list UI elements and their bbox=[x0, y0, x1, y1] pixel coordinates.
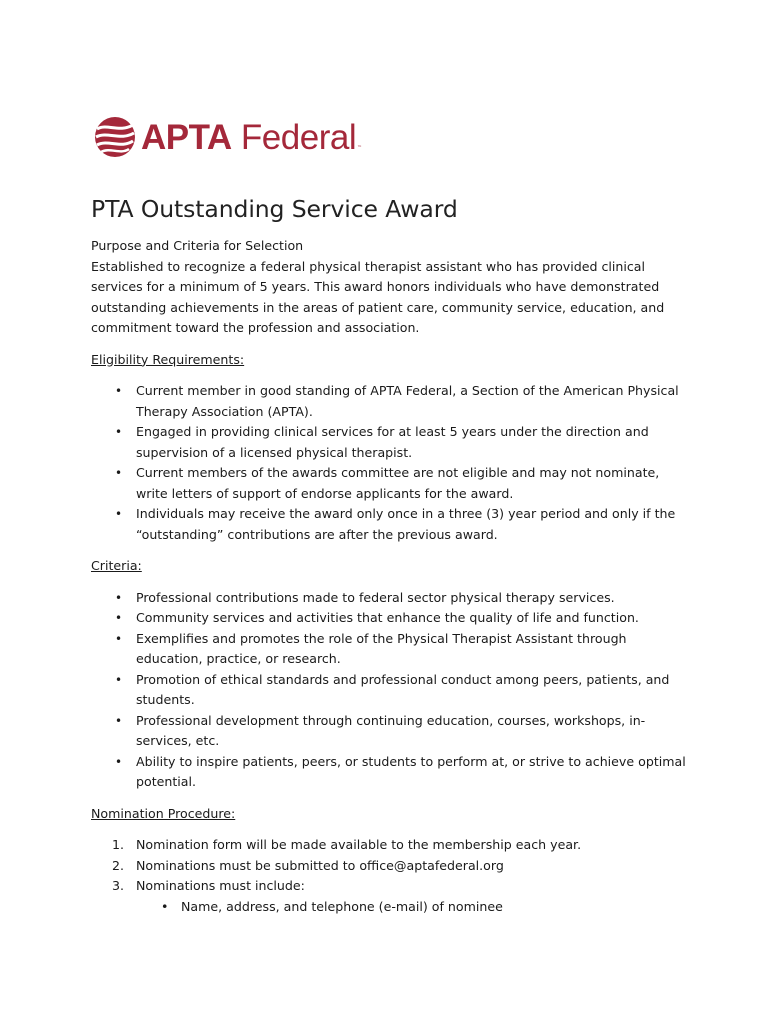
apta-federal-logo bbox=[93, 115, 362, 159]
bullet-icon: • bbox=[115, 754, 123, 769]
logo-brand-bold: APTA bbox=[141, 117, 232, 157]
bullet-icon: • bbox=[115, 713, 123, 728]
bullet-icon: • bbox=[115, 384, 123, 398]
nomination-list bbox=[91, 835, 691, 897]
bullet-icon: • bbox=[115, 466, 123, 480]
logo-brand-regular: Federal bbox=[240, 117, 357, 157]
list-item: • Exemplifies and promotes the role of the Physical Therapist Assistant through education, practice, or research. bbox=[115, 630, 627, 666]
nomination-sub-list bbox=[91, 897, 691, 918]
document-body bbox=[91, 193, 691, 917]
logo-wordmark bbox=[141, 117, 357, 157]
bullet-icon: • bbox=[115, 672, 123, 687]
item-number: 2. bbox=[112, 857, 125, 873]
bullet-icon: • bbox=[115, 425, 123, 439]
eligibility-list bbox=[91, 381, 691, 545]
list-item: 3. Nominations must include: bbox=[91, 876, 691, 897]
item-number: 3. bbox=[112, 878, 125, 893]
criteria-list bbox=[91, 588, 691, 793]
list-item: • Professional development through continuing education, courses, workshops, in-services, etc. bbox=[115, 712, 646, 748]
logo-trademark: ™ bbox=[357, 145, 363, 151]
bullet-icon: • bbox=[115, 507, 123, 521]
nomination-heading: Nomination Procedure: bbox=[91, 805, 236, 821]
list-item: • Promotion of ethical standards and professional conduct among peers, patients, and students. bbox=[115, 671, 670, 707]
item-number: 1. bbox=[112, 837, 125, 852]
eligibility-heading: Eligibility Requirements: bbox=[91, 351, 245, 367]
bullet-icon: • bbox=[115, 611, 123, 625]
page-title: PTA Outstanding Service Award bbox=[91, 195, 458, 223]
purpose-text: Established to recognize a federal physical therapist assistant who has provided clinical services for a minimum of 5 years. This award honors individuals who have demonstrated outstanding achievements in the areas of patient care, community service, education, and commitment toward the profession and association. bbox=[91, 258, 665, 335]
bullet-icon: • bbox=[115, 631, 123, 646]
list-item: • Individuals may receive the award only once in a three (3) year period and only if the “outstanding” contributions are after the previous award. bbox=[115, 506, 676, 542]
criteria-heading: Criteria: bbox=[91, 558, 142, 573]
list-item: 2. Nominations must be submitted to office@aptafederal.org bbox=[91, 856, 691, 877]
apta-swoosh-icon bbox=[93, 115, 137, 159]
purpose-heading: Purpose and Criteria for Selection bbox=[91, 238, 304, 253]
bullet-icon: • bbox=[115, 590, 123, 605]
bullet-icon: • bbox=[161, 898, 169, 914]
list-item: • Current member in good standing of APTA Federal, a Section of the American Physical Therapy Association (APTA). bbox=[115, 383, 679, 419]
list-item: 1. Nomination form will be made available to the membership each year. bbox=[91, 835, 691, 856]
list-item: • Engaged in providing clinical services for at least 5 years under the direction and supervision of a licensed physical therapist. bbox=[115, 424, 649, 460]
list-item: • Community services and activities that enhance the quality of life and function. bbox=[91, 608, 691, 629]
list-item: • Ability to inspire patients, peers, or students to perform at, or strive to achieve optimal potential. bbox=[115, 753, 686, 789]
list-item: • Current members of the awards committee are not eligible and may not nominate, write letters of support of endorse applicants for the award. bbox=[115, 465, 660, 501]
list-item: • Name, address, and telephone (e-mail) of nominee bbox=[91, 897, 691, 918]
list-item: • Professional contributions made to federal sector physical therapy services. bbox=[91, 588, 691, 609]
